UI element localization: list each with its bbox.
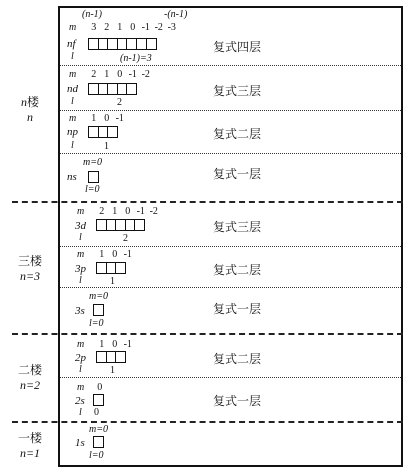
2p-m-row: m 1 0 -1 [77,339,132,350]
2s-layer-name: 复式一层 [213,394,262,408]
floor-separator [12,333,403,335]
nd-l-label: l [71,96,74,107]
2p-l-label: l [79,364,82,375]
layer-separator [60,65,401,66]
nf-l-value: (n-1)=3 [120,53,152,64]
3d-m-row: m 2 1 0 -1 -2 [77,206,158,217]
np-l-value: 1 [104,141,109,152]
np-l-label: l [71,140,74,151]
3p-orbital-boxes [96,262,125,274]
ns-layer-name: 复式一层 [213,167,262,181]
floor-separator [12,201,403,203]
floor-separator [12,421,403,423]
3d-symbol: 3d [75,220,86,232]
np-symbol: np [67,126,78,138]
3s-layer-name: 复式一层 [213,302,262,316]
3s-symbol: 3s [75,305,85,317]
2p-orbital-boxes [96,351,125,363]
nf-top-left-note: (n-1) [82,9,102,20]
3d-layer-name: 复式三层 [213,220,262,234]
2s-symbol: 2s [75,395,85,407]
2p-l-value: 1 [110,365,115,376]
nf-symbol: nf [67,38,76,50]
1s-symbol: 1s [75,437,85,449]
nf-l-label: l [71,51,74,62]
floor-label-n: n楼 n [20,95,39,124]
floor-label-3: 三楼 n=3 [17,254,42,283]
1s-m-label: m=0 [89,424,108,435]
3s-m-label: m=0 [89,291,108,302]
ns-m-label: m=0 [83,157,102,168]
3d-orbital-boxes [96,219,144,231]
np-orbital-boxes [88,126,117,138]
3p-l-label: l [79,275,82,286]
ns-l-label: l=0 [85,184,100,195]
2p-symbol: 2p [75,352,86,364]
nd-orbital-boxes [88,83,136,95]
3p-layer-name: 复式二层 [213,263,262,277]
layer-separator [60,110,401,111]
nd-m-row: m 2 1 0 -1 -2 [69,69,150,80]
nf-layer-name: 复式四层 [213,40,262,54]
3s-l-label: l=0 [89,318,104,329]
3d-l-value: 2 [123,233,128,244]
1s-l-label: l=0 [89,450,104,461]
ns-symbol: ns [67,171,77,183]
3p-m-row: m 1 0 -1 [77,249,132,260]
1s-orbital-box [93,436,103,448]
floor-label-2: 二楼 n=2 [17,363,42,392]
layer-separator [60,153,401,154]
2s-l-value: 0 [94,407,99,418]
2s-l-label: l [79,407,82,418]
np-layer-name: 复式二层 [213,127,262,141]
3p-l-value: 1 [110,276,115,287]
3s-orbital-box [93,304,103,316]
layer-separator [60,246,401,247]
nd-l-value: 2 [117,97,122,108]
nf-orbital-boxes [88,38,155,50]
2p-layer-name: 复式二层 [213,352,262,366]
nf-m-row: m 3 2 1 0 -1 -2 -3 [69,22,176,33]
2s-m-row: m 0 [77,382,103,393]
layer-separator [60,287,401,288]
nd-layer-name: 复式三层 [213,84,262,98]
3p-symbol: 3p [75,263,86,275]
nd-symbol: nd [67,83,78,95]
layer-separator [60,377,401,378]
ns-orbital-box [88,171,98,183]
nf-top-right-note: -(n-1) [164,9,188,20]
floor-label-1: 一楼 n=1 [17,431,42,460]
3d-l-label: l [79,232,82,243]
np-m-row: m 1 0 -1 [69,113,124,124]
2s-orbital-box [93,394,103,406]
